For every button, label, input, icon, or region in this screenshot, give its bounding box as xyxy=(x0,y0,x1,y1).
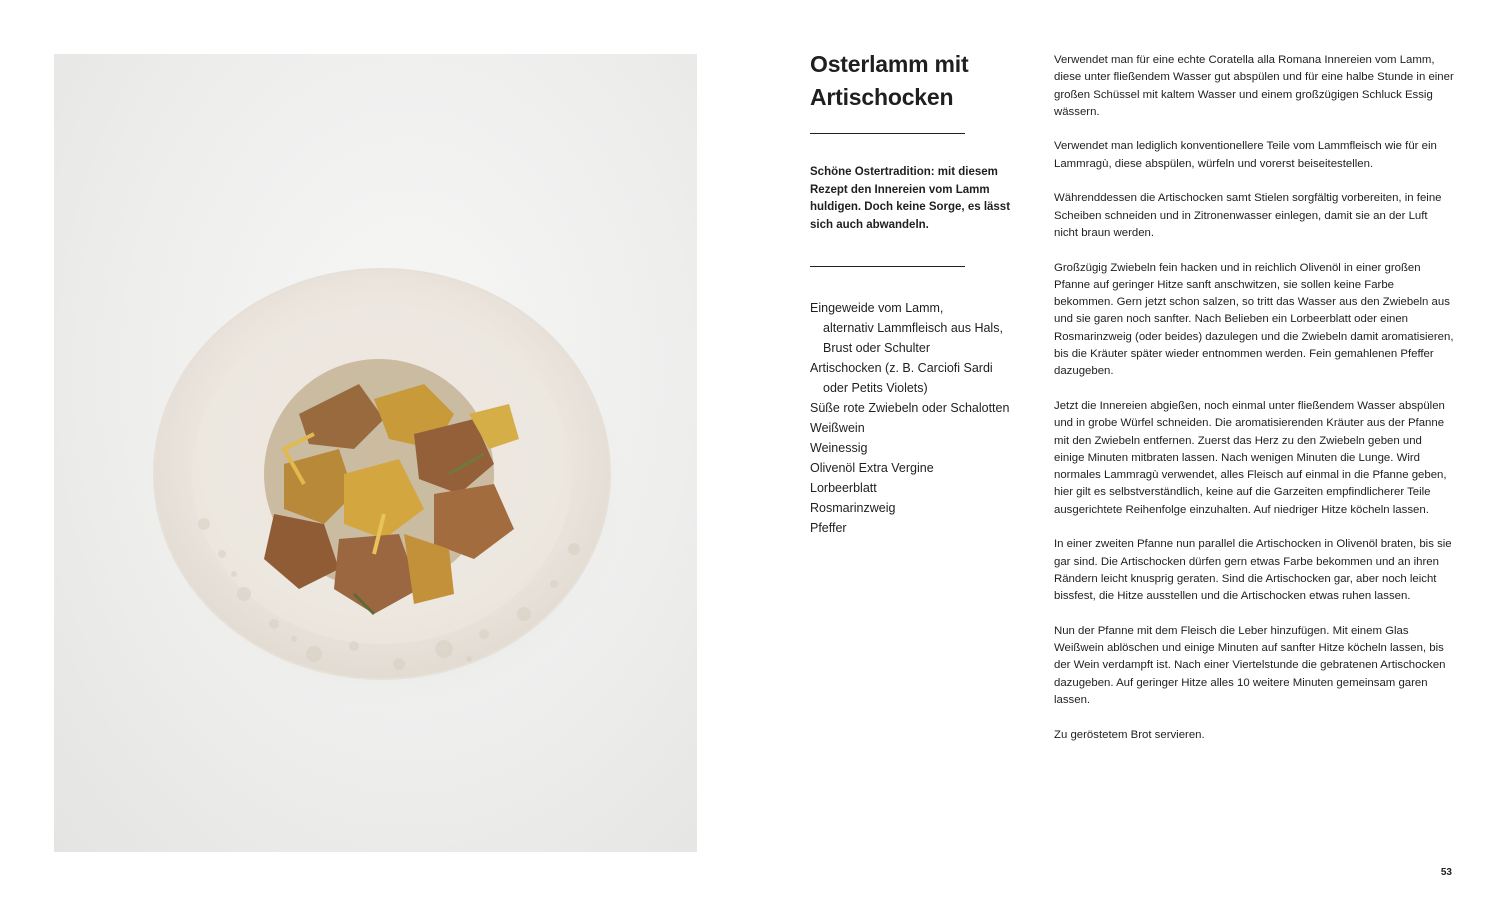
title-line-1: Osterlamm mit xyxy=(810,51,969,77)
recipe-title xyxy=(810,48,1010,114)
ingredient-item: Süße rote Zwiebeln oder Schalotten xyxy=(810,401,1010,415)
ingredient-item: Lorbeerblatt xyxy=(810,481,877,495)
method-step: Verwendet man lediglich konventionellere Teile vom Lammfleisch wie für ein Lammragù, diese abspülen, würfeln und vorerst beiseitestellen. xyxy=(1054,140,1437,170)
ingredient-item: Brust oder Schulter xyxy=(823,341,930,355)
method-step: Zu geröstetem Brot servieren. xyxy=(1054,728,1205,741)
ingredient-list xyxy=(810,298,1030,538)
ingredient-item: Weinessig xyxy=(810,441,868,455)
method-text xyxy=(1054,52,1454,761)
page-number: 53 xyxy=(1440,867,1452,878)
divider-top xyxy=(810,133,965,134)
food-illustration xyxy=(54,54,697,852)
method-step: Verwendet man für eine echte Coratella alla Romana Innereien vom Lamm, diese unter fließendem Wasser gut abspülen und für eine halbe Stunde in einer großen Schüssel mit kaltem Wasser und einem großzügigen Schluck Essig wässern. xyxy=(1054,54,1454,118)
ingredient-item: alternativ Lammfleisch aus Hals, xyxy=(823,321,1003,335)
method-step: Großzügig Zwiebeln fein hacken und in reichlich Olivenöl in einer großen Pfanne auf geringer Hitze sanft anschwitzen, sie sollen keine Farbe bekommen. Gern jetzt schon salzen, so tritt das Wasser aus den Zwiebeln aus und sie garen noch sanfter. Nach Belieben ein Lorbeerblatt oder einen Rosmarinzweig (oder beides) dazulegen und die Zwiebeln damit aromatisieren, bis die Kräuter später wieder entnommen werden. Fein gemahlenen Pfeffer dazugeben. xyxy=(1054,261,1454,378)
ingredient-item: Weißwein xyxy=(810,421,865,435)
title-line-2: Artischocken xyxy=(810,84,954,110)
ingredient-item: Olivenöl Extra Vergine xyxy=(810,461,934,475)
recipe-photo xyxy=(54,54,697,852)
method-step: Jetzt die Innereien abgießen, noch einmal unter fließendem Wasser abspülen und in grobe Würfel schneiden. Die aromatisierenden Kräuter aus der Pfanne mit den Zwiebeln entfernen. Zuerst das Herz zu den Zwiebeln geben und einige Minuten mitbraten lassen. Nach wenigen Minuten die Lunge. Wird normales Lammragù verwendet, alles Fleisch auf einmal in die Pfanne geben, hier gilt es selbstverständlich, keine auf die Garzeiten empfindlicherer Teile ausgerichtete Reihenfolge einzuhalten. Auf niedriger Hitze köcheln lassen. xyxy=(1054,399,1447,516)
divider-bottom xyxy=(810,266,965,267)
ingredient-item: Artischocken (z. B. Carciofi Sardi xyxy=(810,361,993,375)
ingredient-item: Eingeweide vom Lamm, xyxy=(810,301,944,315)
method-step: Währenddessen die Artischocken samt Stielen sorgfältig vorbereiten, in feine Scheiben schneiden und in Zitronenwasser einlegen, damit sie an der Luft nicht braun werden. xyxy=(1054,192,1442,239)
ingredient-item: oder Petits Violets) xyxy=(823,381,928,395)
ingredient-item: Pfeffer xyxy=(810,521,847,535)
ingredient-item: Rosmarinzweig xyxy=(810,501,896,515)
method-step: Nun der Pfanne mit dem Fleisch die Leber hinzufügen. Mit einem Glas Weißwein ablöschen und einige Minuten auf sanfter Hitze köcheln lassen, bis der Wein verdampft ist. Nach einer Viertelstunde die gebratenen Artischocken dazugeben. Auf geringer Hitze alles 10 weitere Minuten gemeinsam garen lassen. xyxy=(1054,624,1446,706)
recipe-intro: Schöne Ostertradition: mit diesem Rezept den Innereien vom Lamm huldigen. Doch keine Sorge, es lässt sich auch abwandeln. xyxy=(810,166,1011,231)
method-step: In einer zweiten Pfanne nun parallel die Artischocken in Olivenöl braten, bis sie gar sind. Die Artischocken dürfen gern etwas Farbe bekommen und an ihren Rändern leicht knusprig geraten. Sind die Artischocken gar, aber noch leicht bissfest, die Hitze ausstellen und die Artischocken etwas ruhen lassen. xyxy=(1054,538,1452,603)
